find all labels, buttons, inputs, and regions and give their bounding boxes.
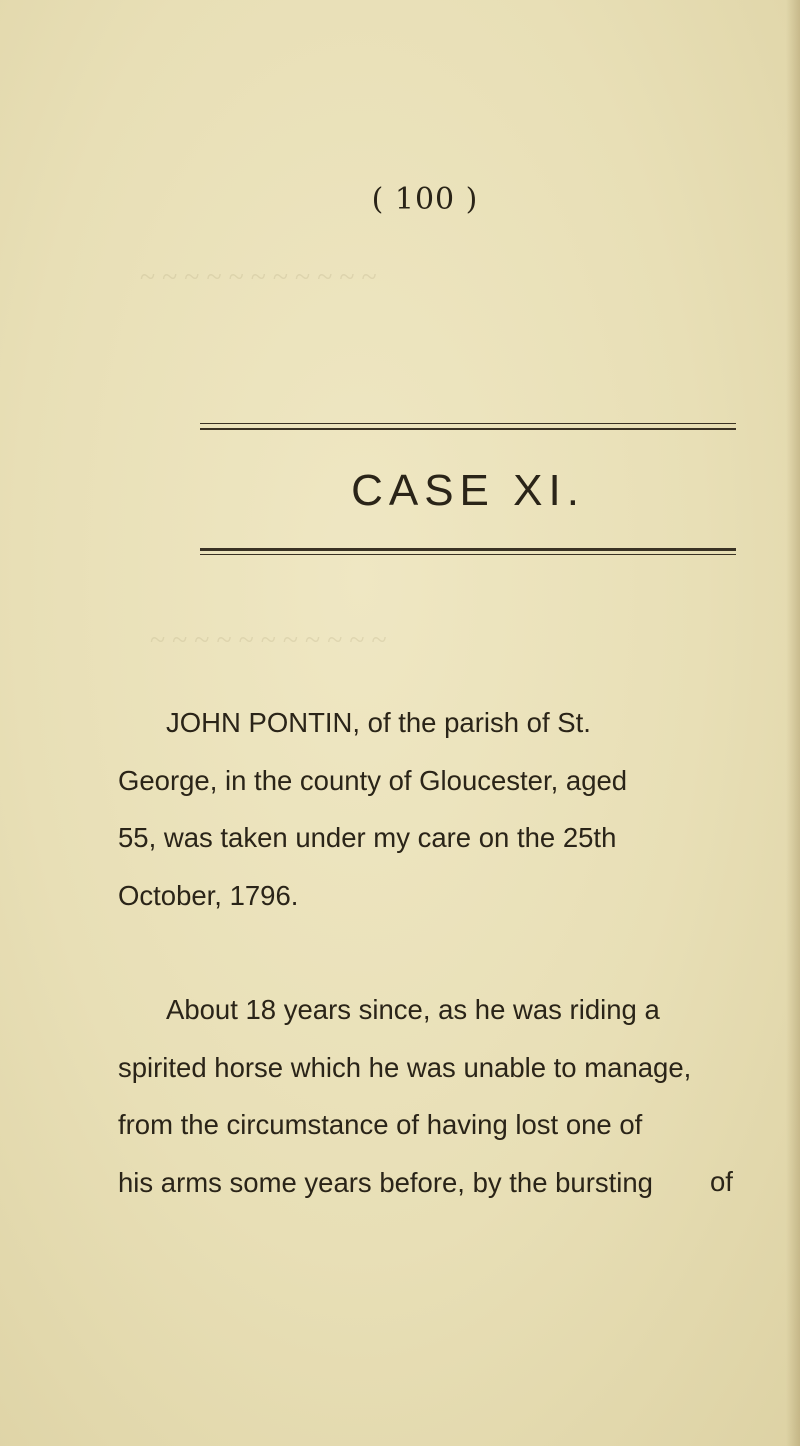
text-line: his arms some years before, by the bursting xyxy=(118,1166,653,1198)
text-line: JOHN PONTIN, of the parish of St. xyxy=(166,707,591,738)
heading-rule-top xyxy=(200,423,736,424)
text-line: October, 1796. xyxy=(118,879,299,911)
case-heading: CASE XI. xyxy=(351,466,585,515)
paragraph xyxy=(118,981,748,1211)
page-number: ( 100 ) xyxy=(371,182,479,217)
heading-rule-bottom xyxy=(200,554,736,555)
heading-rule-bottom xyxy=(200,548,736,551)
show-through-text: ~ ~ ~ ~ ~ ~ ~ ~ ~ ~ ~ xyxy=(150,625,387,656)
text-line: 55, was taken under my care on the 25th xyxy=(118,822,617,853)
text-line: George, in the county of Gloucester, aged xyxy=(118,764,628,796)
paragraph xyxy=(118,694,748,924)
show-through-text: ~ ~ ~ ~ ~ ~ ~ ~ ~ ~ ~ xyxy=(140,262,377,293)
catchword: of xyxy=(710,1166,733,1197)
text-line: About 18 years since, as he was riding a xyxy=(166,994,660,1025)
case-body xyxy=(118,694,748,1211)
heading-rule-top xyxy=(200,428,736,430)
text-line: spirited horse which he was unable to manage, xyxy=(118,1051,692,1083)
page-edge-shadow xyxy=(786,0,800,1446)
text-line: from the circumstance of having lost one of xyxy=(118,1109,643,1140)
